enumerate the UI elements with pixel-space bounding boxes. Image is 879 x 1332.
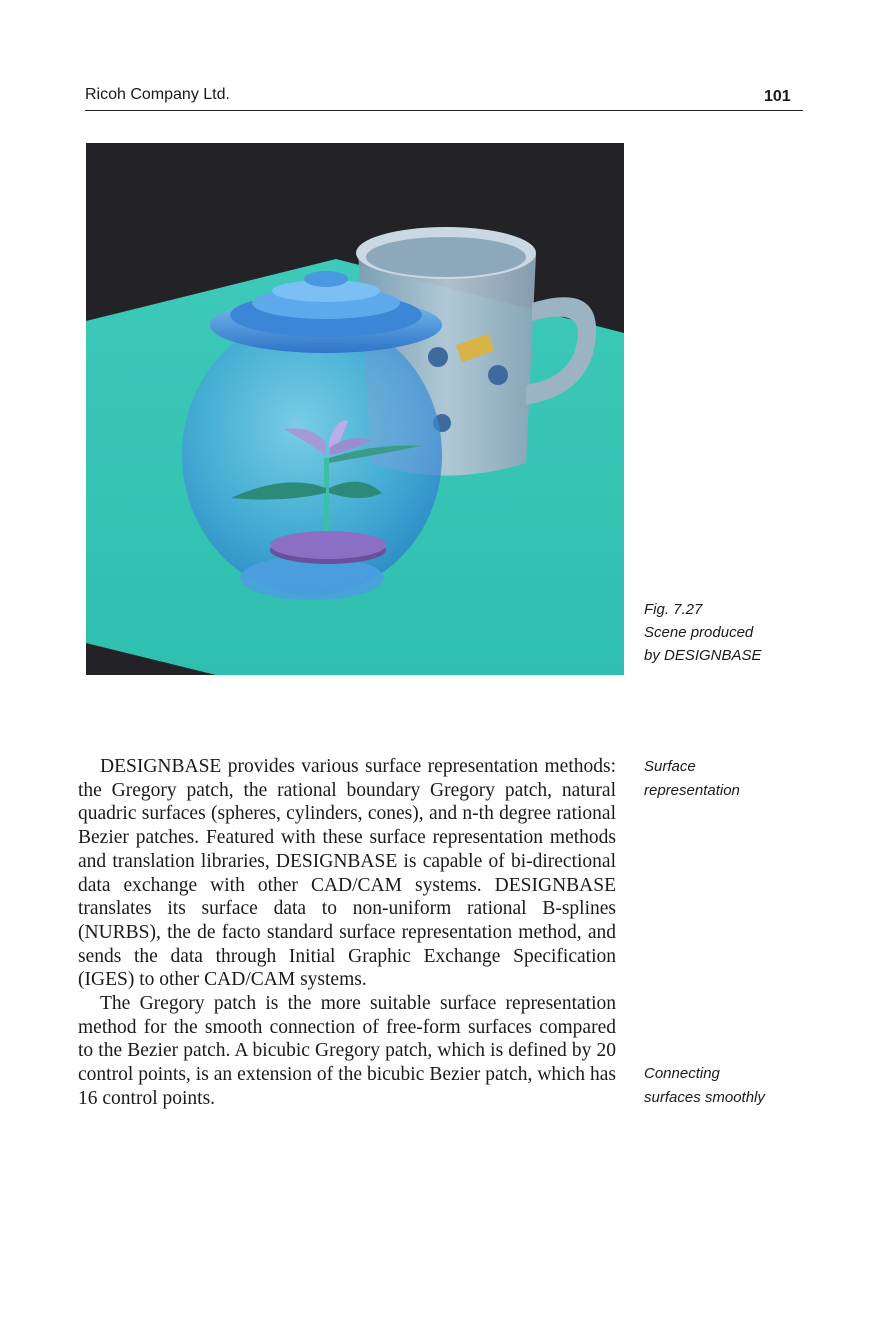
figure-caption — [644, 598, 762, 667]
figure-rendered-scene — [86, 143, 624, 675]
margin-note-surface-representation — [644, 755, 740, 803]
margin-note-line: representation — [644, 782, 740, 799]
paragraph-gregory-patch: The Gregory patch is the more suitable surface representation method for the smooth connection of free-form surfaces compared to the Bezier patch. A bicubic Gregory patch, which is defined by 20 control points, is an extension of the bicubic Bezier patch, which has 16 control points. — [78, 993, 616, 1109]
running-header: Ricoh Company Ltd. — [85, 86, 230, 103]
page-number: 101 — [764, 88, 791, 105]
margin-note-line: Connecting — [644, 1065, 720, 1082]
margin-note-connecting-surfaces — [644, 1062, 765, 1110]
body-text — [78, 755, 616, 1111]
margin-note-line: Surface — [644, 758, 696, 775]
margin-note-line: surfaces smoothly — [644, 1089, 765, 1106]
paragraph-surface-representation: DESIGNBASE provides various surface representation methods: the Gregory patch, the rational boundary Gregory patch, natural quadric surfaces (spheres, cylinders, cones), and n-th degree rational Bezier patches. Featured with these surface representation methods and translation libraries, DESIGNBASE is capable of bi-directional data exchange with other CAD/CAM systems. DESIGNBASE translates its surface data to non-uniform rational B-splines (NURBS), the de facto standard surface representation method, and sends the data through Initial Graphic Exchange Specification (IGES) to other CAD/CAM systems. — [78, 756, 616, 991]
header-rule — [85, 110, 803, 111]
caption-line-3: by DESIGNBASE — [644, 647, 762, 664]
caption-figure-number: Fig. 7.27 — [644, 601, 703, 618]
caption-line-2: Scene produced — [644, 624, 754, 641]
